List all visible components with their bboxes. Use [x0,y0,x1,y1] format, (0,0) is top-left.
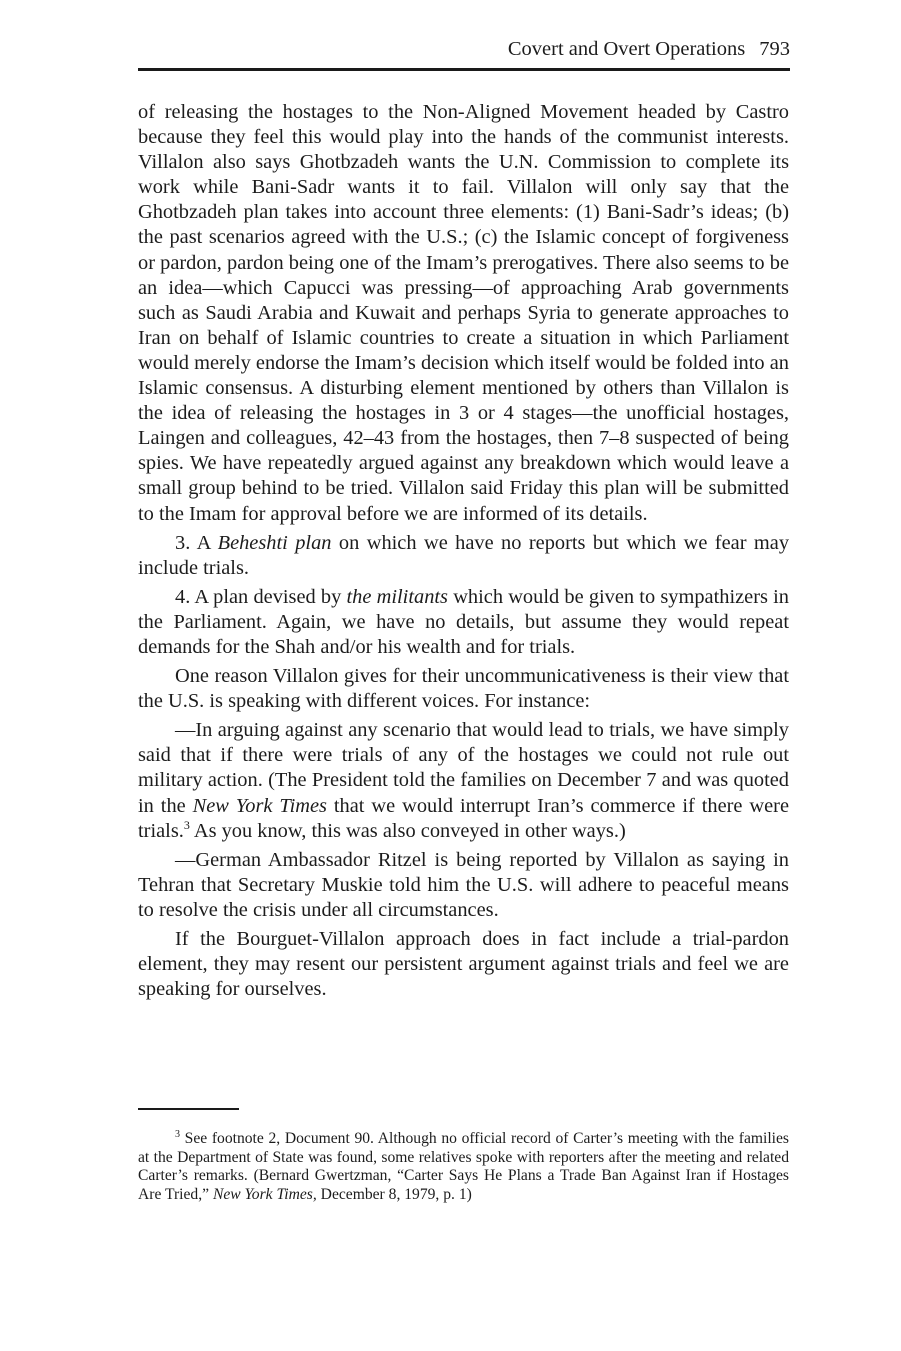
paragraph-text: 4. A plan devised by [175,585,347,608]
page-number: 793 [759,38,790,60]
italic-term: New York Times [192,794,327,817]
footnote-text-part: December 8, 1979, p. 1) [316,1185,472,1203]
paragraph-text: As you know, this was also conveyed in other ways.) [189,819,626,842]
italic-term: Beheshti plan [217,531,332,554]
paragraph-text: —In arguing against any scenario that would lead to trials, we have simply said that if there were trials of any of the hostages we could not rule out military action. (The President told the families on December 7 and was quoted in the [138,719,789,817]
header-rule [138,68,790,71]
footnote-marker: 3 [175,1128,180,1140]
footnote-rule [138,1108,239,1110]
paragraph-beheshti-plan [138,531,789,581]
footnote-italic: New York Times, [212,1185,317,1203]
paragraph-text: on which we have no reports but which we fear may include trials. [138,531,790,579]
footnote-text-part: See footnote 2, Document 90. Although no official record of Carter’s meeting with the families at the Department of State was found, some relatives spoke with reporters after the meeting and related Carter’s remarks. (Bernard Gwertzman, “Carter Says He Plans a Trade Ban Against Iran if Hostages Are Tried,” [138,1130,789,1203]
footnote [138,1130,789,1204]
paragraph-militants-plan [138,585,789,660]
paragraph-ritzel: —German Ambassador Ritzel is being reported by Villalon as saying in Tehran that Secretary Muskie told him the U.S. will adhere to peaceful means to resolve the crisis under all circumstances. [138,848,789,921]
footnote-text [138,1130,789,1204]
paragraph-trials-argument [138,718,789,843]
paragraph-text: 3. A [175,531,218,554]
paragraph-text: that we would interrupt Iran’s commerce if there were trials. [138,794,789,842]
paragraph-different-voices: One reason Villalon gives for their uncommunicativeness is their view that the U.S. is speaking with different voices. For instance: [138,665,789,713]
body-text [138,100,789,1006]
paragraph-continued: of releasing the hostages to the Non-Aligned Movement headed by Castro because they feel this would play into the hands of the communist interests. Villalon also says Ghotbzadeh wants the U.N. Commission to complete its work while Bani-Sadr wants it to fail. Villalon will only say that the Ghotbzadeh plan takes into account three elements: (1) Bani-Sadr’s ideas; (b) the past scenarios agreed with the U.S.; (c) the Islamic concept of forgiveness or pardon, pardon being one of the Imam’s prerogatives. There also seems to be an idea—which Capucci was pressing—of approaching Arab governments such as Saudi Arabia and Kuwait and perhaps Syria to generate approaches to Iran on behalf of Islamic countries to create a situation in which Parliament would merely endorse the Imam’s decision which itself would be folded into an Islamic consensus. A disturbing element mentioned by others than Villalon is the idea of releasing the hostages in 3 or 4 stages—the unofficial hostages, Laingen and colleagues, 42–43 from the hostages, then 7–8 suspected of being spies. We have repeatedly argued against any breakdown which would leave a small group behind to be tried. Villalon said Friday this plan will be submitted to the Imam for approval before we are informed of its details. [138,101,789,525]
running-header-title: Covert and Overt Operations [507,38,746,60]
paragraph-text: which would be given to sympathizers in the Parliament. Again, we have no details, but assume they would repeat demands for the Shah and/or his wealth and for trials. [138,585,789,658]
footnote-reference: 3 [183,817,190,832]
italic-term: the militants [346,585,448,608]
paragraph-bourguet-villalon: If the Bourguet-Villalon approach does in fact include a trial-pardon element, they may resent our persistent argument against trials and feel we are speaking for ourselves. [138,928,789,1001]
running-header [138,38,790,64]
